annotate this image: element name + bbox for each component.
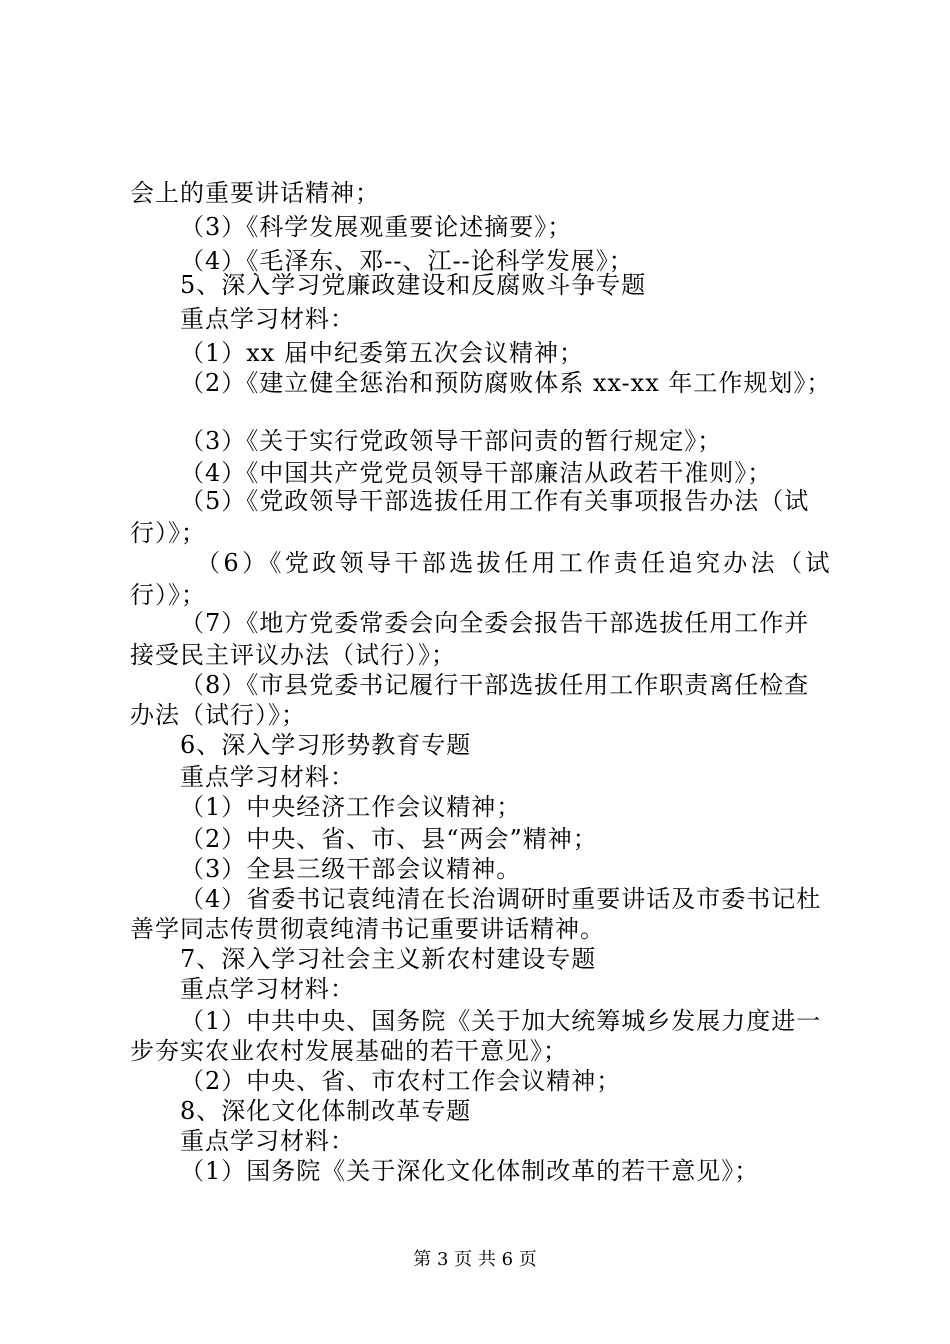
text-line: 步夯实农业农村发展基础的若干意见》； xyxy=(130,1037,568,1065)
text-line: （1）中央经济工作会议精神； xyxy=(180,793,522,821)
text-line: （3）《关于实行党政领导干部问责的暂行规定》； xyxy=(180,427,723,455)
text-line: 会上的重要讲话精神； xyxy=(130,179,380,207)
text-line: 办法（试行）》； xyxy=(130,701,306,729)
text-line: （3）全县三级干部会议精神。 xyxy=(180,855,522,883)
section-heading: 6、深入学习形势教育专题 xyxy=(180,731,472,759)
text-line: （1）中共中央、国务院《关于加大统筹城乡发展力度进一 xyxy=(180,1007,822,1035)
subheading: 重点学习材料： xyxy=(180,1127,355,1155)
text-line: 行）》； xyxy=(130,519,206,547)
subheading: 重点学习材料： xyxy=(180,763,355,791)
section-heading: 5、深入学习党廉政建设和反腐败斗争专题 xyxy=(180,271,647,299)
text-line: （2）中央、省、市、县“两会”精神； xyxy=(180,825,598,853)
text-line: （4）《毛泽东、邓--、江--论科学发展》； xyxy=(180,247,634,275)
text-line: （1）xx 届中纪委第五次会议精神； xyxy=(180,339,584,367)
page-footer: 第 3 页 共 6 页 xyxy=(413,1249,537,1270)
subheading: 重点学习材料： xyxy=(180,975,355,1003)
subheading: 重点学习材料： xyxy=(180,305,355,333)
text-line: （5）《党政领导干部选拔任用工作有关事项报告办法（试 xyxy=(180,487,810,515)
text-line: （6）《党政领导干部选拔任用工作责任追究办法（试 xyxy=(196,549,833,577)
text-line: （2）中央、省、市农村工作会议精神； xyxy=(180,1067,622,1095)
text-line: （1）国务院《关于深化文化体制改革的若干意见》； xyxy=(180,1157,760,1185)
text-line: （7）《地方党委常委会向全委会报告干部选拔任用工作并 xyxy=(180,609,810,637)
text-line: 接受民主评议办法（试行）》； xyxy=(130,641,456,669)
text-line: （8）《市县党委书记履行干部选拔任用工作职责离任检查 xyxy=(180,671,810,699)
section-heading: 7、深入学习社会主义新农村建设专题 xyxy=(180,945,597,973)
text-line: （2）《建立健全惩治和预防腐败体系 xx-xx 年工作规划》； xyxy=(180,369,832,397)
text-line: （4）省委书记袁纯清在长治调研时重要讲话及市委书记杜 xyxy=(180,885,822,913)
text-line: 行）》； xyxy=(130,581,206,609)
text-line: （4）《中国共产党党员领导干部廉洁从政若干准则》； xyxy=(180,459,773,487)
section-heading: 8、深化文化体制改革专题 xyxy=(180,1097,472,1125)
text-line: 善学同志传贯彻袁纯清书记重要讲话精神。 xyxy=(130,915,605,943)
text-line: （3）《科学发展观重要论述摘要》； xyxy=(180,213,573,241)
